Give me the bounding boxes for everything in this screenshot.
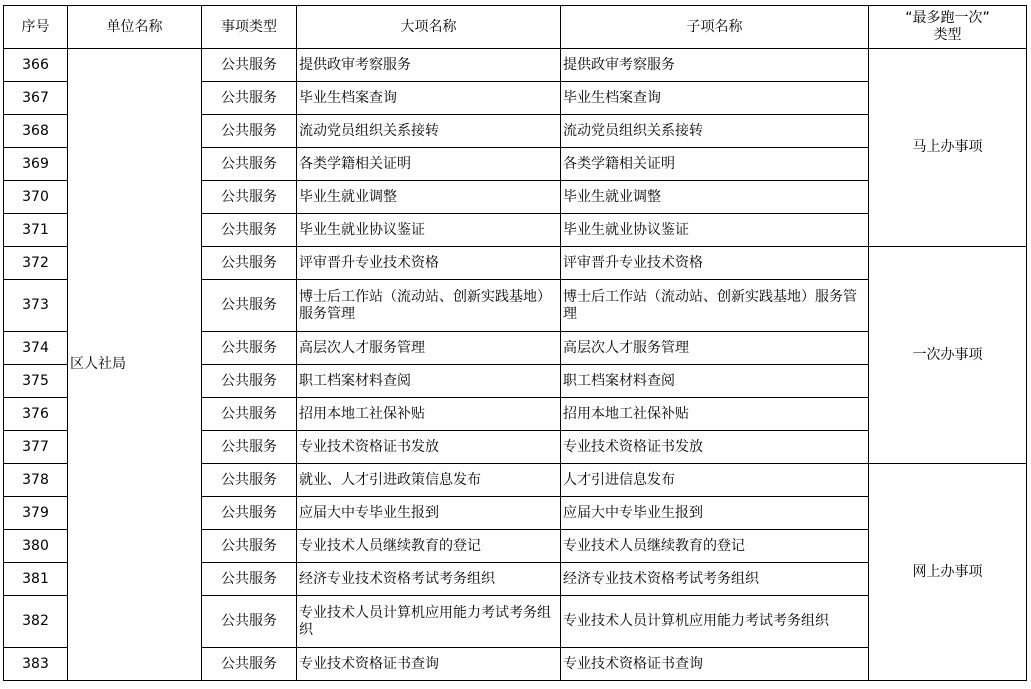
- run-type-cell: 一次办事项: [869, 247, 1027, 464]
- row-number: 369: [4, 148, 68, 181]
- sub-item-cell: 招用本地工社保补贴: [561, 398, 869, 431]
- item-type-cell: 公共服务: [202, 431, 297, 464]
- item-type-cell: 公共服务: [202, 563, 297, 596]
- header-runs: [869, 6, 1027, 49]
- table-row: [4, 49, 1027, 82]
- row-number: 376: [4, 398, 68, 431]
- main-item-cell: 毕业生档案查询: [297, 82, 561, 115]
- run-type-cell: 网上办事项: [869, 464, 1027, 681]
- header-main: 大项名称: [297, 6, 561, 49]
- unit-name-cell: 区人社局: [68, 49, 202, 681]
- item-type-cell: 公共服务: [202, 332, 297, 365]
- main-item-cell: 职工档案材料查阅: [297, 365, 561, 398]
- row-number: 375: [4, 365, 68, 398]
- item-type-cell: 公共服务: [202, 82, 297, 115]
- item-type-cell: 公共服务: [202, 365, 297, 398]
- row-number: 379: [4, 497, 68, 530]
- item-type-cell: 公共服务: [202, 398, 297, 431]
- sub-item-cell: 提供政审考察服务: [561, 49, 869, 82]
- main-item-cell: 专业技术资格证书查询: [297, 648, 561, 681]
- main-item-cell: 流动党员组织关系接转: [297, 115, 561, 148]
- sub-item-cell: 高层次人才服务管理: [561, 332, 869, 365]
- row-number: 377: [4, 431, 68, 464]
- sub-item-cell: 博士后工作站（流动站、创新实践基地）服务管理: [561, 280, 869, 332]
- item-type-cell: 公共服务: [202, 648, 297, 681]
- main-item-cell: 专业技术人员继续教育的登记: [297, 530, 561, 563]
- main-item-cell: 专业技术资格证书发放: [297, 431, 561, 464]
- item-type-cell: 公共服务: [202, 497, 297, 530]
- row-number: 370: [4, 181, 68, 214]
- header-unit: 单位名称: [68, 6, 202, 49]
- item-type-cell: 公共服务: [202, 49, 297, 82]
- header-type: 事项类型: [202, 6, 297, 49]
- item-type-cell: 公共服务: [202, 280, 297, 332]
- item-type-cell: 公共服务: [202, 530, 297, 563]
- row-number: 366: [4, 49, 68, 82]
- sub-item-cell: 职工档案材料查阅: [561, 365, 869, 398]
- main-item-cell: 招用本地工社保补贴: [297, 398, 561, 431]
- main-item-cell: 毕业生就业调整: [297, 181, 561, 214]
- main-item-cell: 博士后工作站（流动站、创新实践基地）服务管理: [297, 280, 561, 332]
- item-type-cell: 公共服务: [202, 596, 297, 648]
- document-page: [3, 5, 1027, 681]
- row-number: 383: [4, 648, 68, 681]
- service-items-table: [3, 5, 1027, 681]
- sub-item-cell: 毕业生就业协议鉴证: [561, 214, 869, 247]
- main-item-cell: 应届大中专毕业生报到: [297, 497, 561, 530]
- header-row: [4, 6, 1027, 49]
- item-type-cell: 公共服务: [202, 464, 297, 497]
- item-type-cell: 公共服务: [202, 115, 297, 148]
- table-body: [4, 49, 1027, 681]
- main-item-cell: 专业技术人员计算机应用能力考试考务组织: [297, 596, 561, 648]
- main-item-cell: 毕业生就业协议鉴证: [297, 214, 561, 247]
- row-number: 372: [4, 247, 68, 280]
- sub-item-cell: 流动党员组织关系接转: [561, 115, 869, 148]
- main-item-cell: 评审晋升专业技术资格: [297, 247, 561, 280]
- sub-item-cell: 专业技术人员继续教育的登记: [561, 530, 869, 563]
- sub-item-cell: 毕业生档案查询: [561, 82, 869, 115]
- row-number: 367: [4, 82, 68, 115]
- header-runs-line2: 类型: [933, 27, 962, 43]
- main-item-cell: 各类学籍相关证明: [297, 148, 561, 181]
- header-no: 序号: [4, 6, 68, 49]
- sub-item-cell: 专业技术人员计算机应用能力考试考务组织: [561, 596, 869, 648]
- sub-item-cell: 专业技术资格证书发放: [561, 431, 869, 464]
- row-number: 380: [4, 530, 68, 563]
- item-type-cell: 公共服务: [202, 214, 297, 247]
- row-number: 378: [4, 464, 68, 497]
- item-type-cell: 公共服务: [202, 181, 297, 214]
- sub-item-cell: 各类学籍相关证明: [561, 148, 869, 181]
- sub-item-cell: 评审晋升专业技术资格: [561, 247, 869, 280]
- item-type-cell: 公共服务: [202, 247, 297, 280]
- main-item-cell: 就业、人才引进政策信息发布: [297, 464, 561, 497]
- row-number: 381: [4, 563, 68, 596]
- row-number: 374: [4, 332, 68, 365]
- sub-item-cell: 人才引进信息发布: [561, 464, 869, 497]
- sub-item-cell: 专业技术资格证书查询: [561, 648, 869, 681]
- main-item-cell: 提供政审考察服务: [297, 49, 561, 82]
- sub-item-cell: 经济专业技术资格考试考务组织: [561, 563, 869, 596]
- run-type-cell: 马上办事项: [869, 49, 1027, 247]
- main-item-cell: 经济专业技术资格考试考务组织: [297, 563, 561, 596]
- header-sub: 子项名称: [561, 6, 869, 49]
- main-item-cell: 高层次人才服务管理: [297, 332, 561, 365]
- item-type-cell: 公共服务: [202, 148, 297, 181]
- row-number: 373: [4, 280, 68, 332]
- sub-item-cell: 应届大中专毕业生报到: [561, 497, 869, 530]
- row-number: 368: [4, 115, 68, 148]
- row-number: 371: [4, 214, 68, 247]
- row-number: 382: [4, 596, 68, 648]
- header-runs-line1: “最多跑一次”: [905, 10, 990, 26]
- sub-item-cell: 毕业生就业调整: [561, 181, 869, 214]
